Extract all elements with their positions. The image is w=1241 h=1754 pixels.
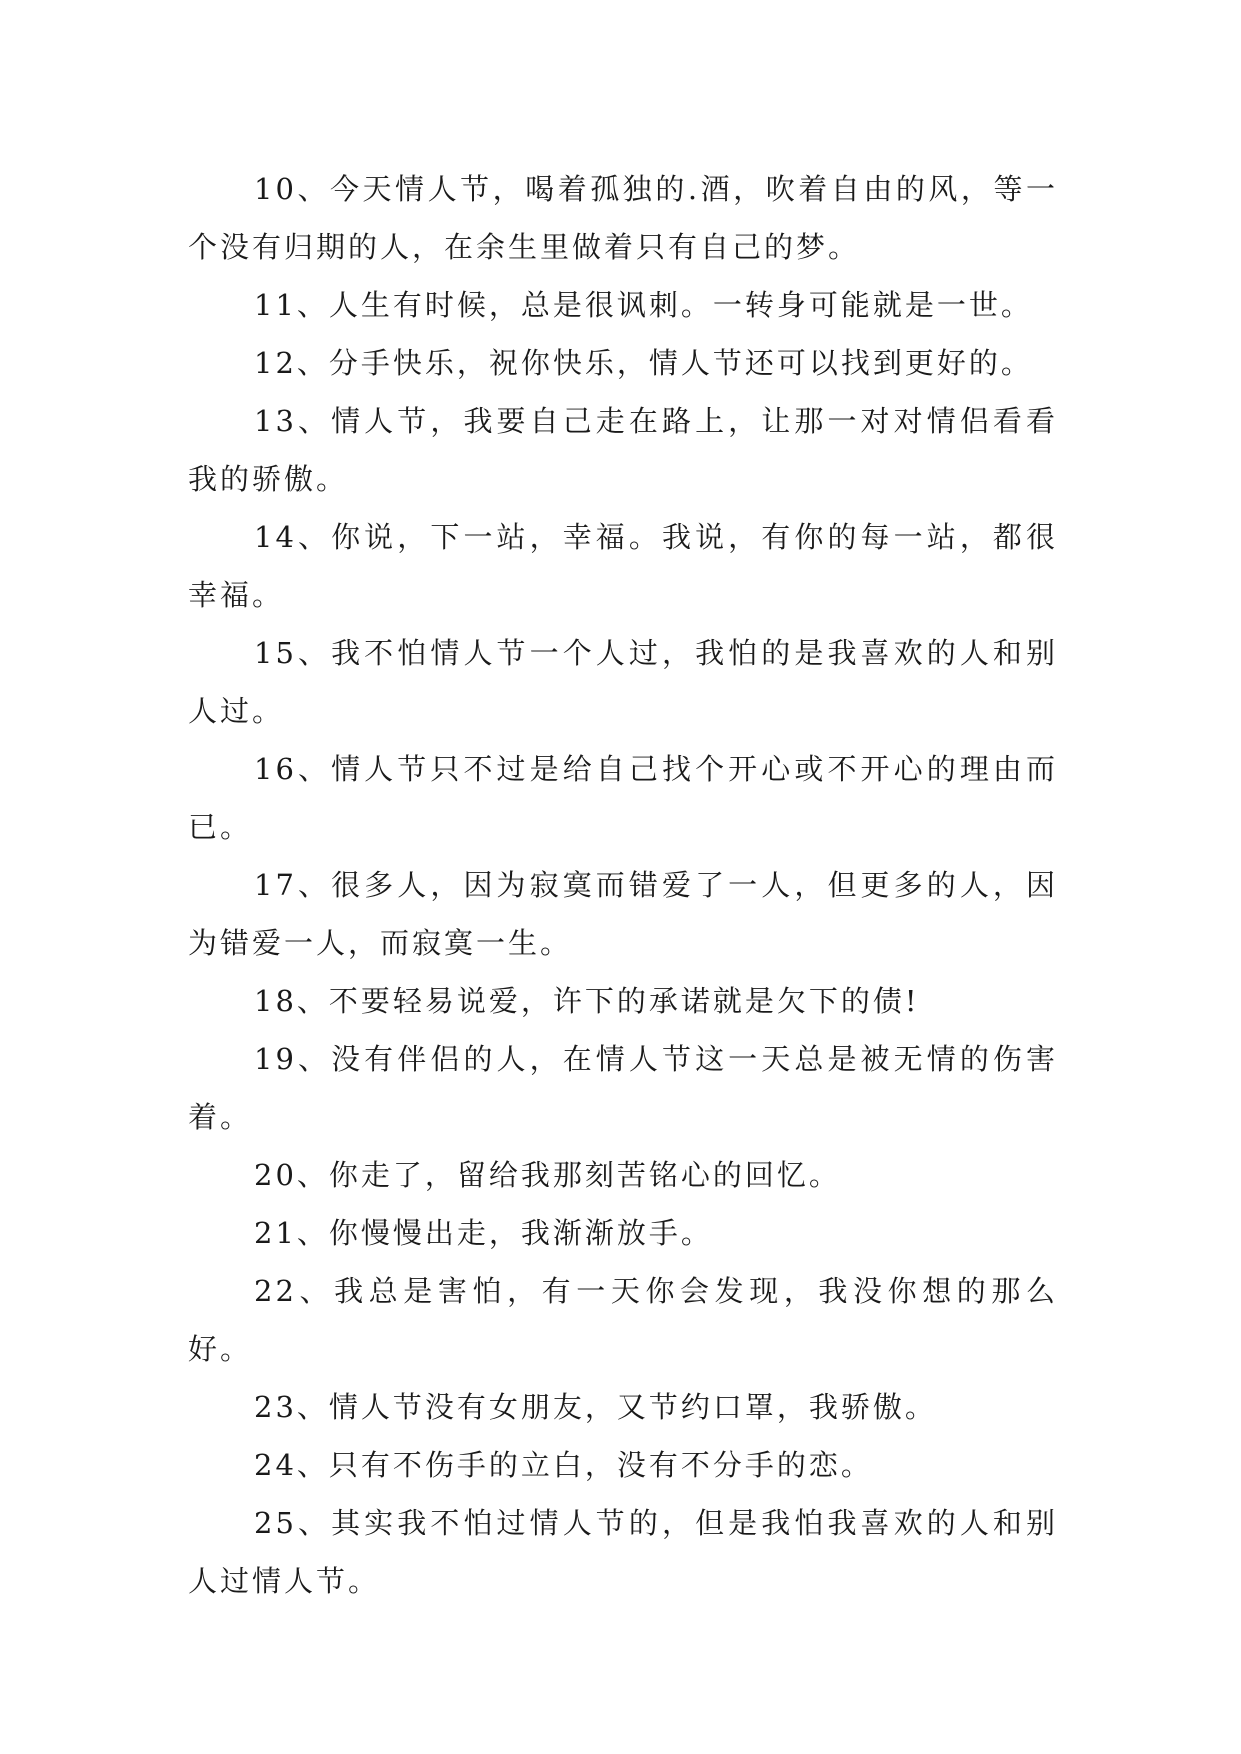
paragraph-12: 12、分手快乐，祝你快乐，情人节还可以找到更好的。: [254, 346, 1033, 380]
paragraph-16: 16、情人节只不过是给自己找个开心或不开心的理由而已。: [188, 752, 1058, 844]
paragraph-15: 15、我不怕情人节一个人过，我怕的是我喜欢的人和别人过。: [188, 636, 1058, 728]
paragraph-14: 14、你说，下一站，幸福。我说，有你的每一站，都很幸福。: [188, 520, 1058, 612]
paragraph-19: 19、没有伴侣的人，在情人节这一天总是被无情的伤害着。: [188, 1042, 1058, 1134]
paragraph-25: 25、其实我不怕过情人节的，但是我怕我喜欢的人和别人过情人节。: [188, 1506, 1058, 1598]
paragraph-10: 10、今天情人节，喝着孤独的.酒，吹着自由的风，等一个没有归期的人，在余生里做着只有自己的梦。: [188, 172, 1058, 264]
paragraph-20: 20、你走了，留给我那刻苦铭心的回忆。: [254, 1158, 841, 1192]
paragraph-24: 24、只有不伤手的立白，没有不分手的恋。: [254, 1448, 873, 1482]
paragraph-21: 21、你慢慢出走，我渐渐放手。: [254, 1216, 713, 1250]
paragraph-23: 23、情人节没有女朋友，又节约口罩，我骄傲。: [254, 1390, 937, 1424]
paragraph-11: 11、人生有时候，总是很讽刺。一转身可能就是一世。: [254, 288, 1033, 322]
paragraph-18: 18、不要轻易说爱，许下的承诺就是欠下的债!: [254, 984, 920, 1018]
paragraph-22: 22、我总是害怕，有一天你会发现，我没你想的那么好。: [188, 1274, 1058, 1366]
paragraph-17: 17、很多人，因为寂寞而错爱了一人，但更多的人，因为错爱一人，而寂寞一生。: [188, 868, 1058, 960]
paragraph-13: 13、情人节，我要自己走在路上，让那一对对情侣看看我的骄傲。: [188, 404, 1058, 496]
document-body: [188, 160, 1058, 1610]
